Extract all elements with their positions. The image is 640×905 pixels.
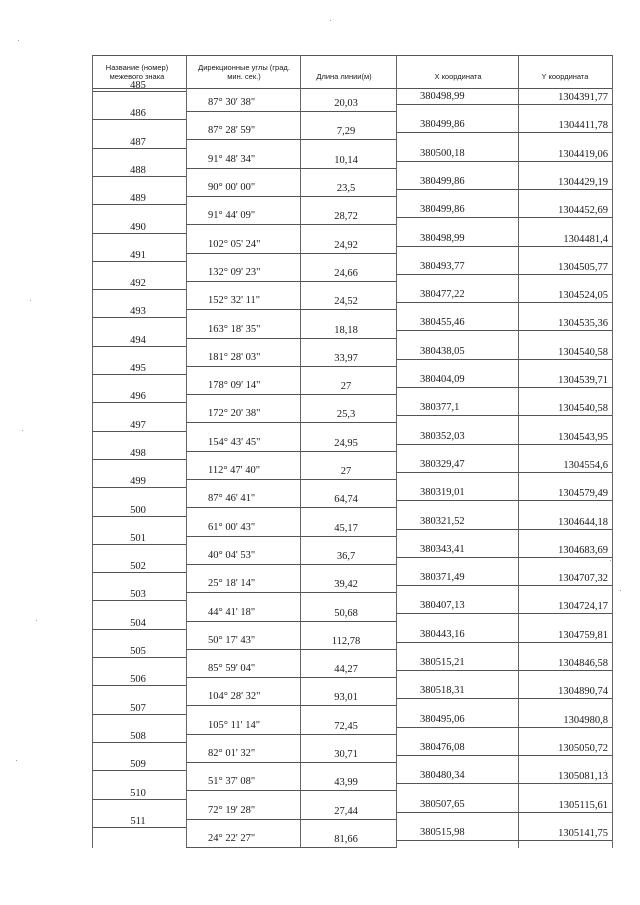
line-length: 23,5: [336, 183, 356, 195]
direction-angle: 50° 17' 43": [208, 634, 256, 646]
line-length: 27: [340, 381, 352, 393]
header-x: X координата: [434, 71, 482, 81]
coordinate-rule: [396, 246, 612, 247]
segment-rule: [186, 819, 396, 820]
line-length: 44,27: [334, 664, 358, 676]
point-rule: [92, 487, 186, 488]
point-rule: [92, 148, 186, 149]
header-length: Длина линии(м): [316, 71, 372, 81]
x-coordinate: 380371,49: [420, 572, 465, 584]
x-coordinate: 380438,05: [420, 345, 465, 357]
point-rule: [92, 629, 186, 630]
point-name: 497: [130, 419, 146, 431]
coordinate-rule: [396, 415, 612, 416]
y-coordinate: 1304890,74: [558, 686, 608, 698]
coordinate-rule: [396, 755, 612, 756]
segment-rule: [186, 224, 396, 225]
scan-speck: [36, 620, 37, 621]
line-length: 7,29: [336, 126, 356, 138]
x-coordinate: 380377,1: [420, 402, 460, 414]
point-name: 507: [130, 702, 146, 714]
line-length: 20,03: [334, 98, 358, 110]
direction-angle: 105° 11' 14": [208, 719, 260, 731]
scan-speck: [620, 590, 621, 591]
direction-angle: 82° 01' 32": [208, 748, 256, 760]
x-coordinate: 380321,52: [420, 515, 465, 527]
column-separator: [92, 55, 93, 848]
segment-rule: [186, 309, 396, 310]
point-name: 485: [130, 80, 146, 91]
segment-rule: [186, 621, 396, 622]
scan-speck: [330, 20, 331, 21]
point-name: 499: [130, 476, 146, 488]
point-name: 489: [130, 193, 146, 205]
direction-angle: 40° 04' 53": [208, 549, 256, 561]
y-coordinate: 1304481,4: [563, 233, 608, 245]
header-top-rule: [92, 55, 612, 56]
line-length: 39,42: [334, 579, 358, 591]
coordinate-rule: [396, 132, 612, 133]
direction-angle: 163° 18' 35": [208, 323, 261, 335]
coordinate-rule: [396, 698, 612, 699]
point-rule: [92, 516, 186, 517]
x-coordinate: 380515,21: [420, 657, 465, 668]
segment-rule: [186, 734, 396, 735]
x-coordinate: 380493,77: [420, 260, 465, 272]
point-name: 495: [130, 363, 146, 374]
segment-rule: [186, 394, 396, 395]
header-angle: Дирекционные углы (град. мин. сек.): [198, 63, 290, 81]
coordinate-rule: [396, 557, 612, 558]
point-name: 509: [130, 759, 146, 771]
segment-rule: [186, 592, 396, 593]
x-coordinate: 380404,09: [420, 374, 465, 385]
x-coordinate: 380499,86: [420, 204, 465, 216]
line-length: 43,99: [334, 777, 358, 789]
line-length: 81,66: [334, 833, 358, 845]
direction-angle: 90° 00' 00": [208, 182, 256, 194]
x-coordinate: 380498,99: [420, 232, 465, 244]
scan-speck: [610, 560, 611, 561]
direction-angle: 178° 09' 14": [208, 380, 261, 392]
segment-rule: [186, 451, 396, 452]
line-length: 36,7: [336, 550, 356, 562]
point-rule: [92, 402, 186, 403]
segment-rule: [186, 762, 396, 763]
coordinate-rule: [396, 812, 612, 813]
line-length: 30,71: [334, 749, 358, 761]
y-coordinate: 1304554,6: [563, 459, 608, 471]
header-y: Y координата: [541, 71, 589, 81]
coordinate-rule: [396, 189, 612, 190]
point-name: 496: [130, 391, 146, 403]
y-coordinate: 1304980,8: [563, 714, 608, 726]
point-rule: [92, 91, 186, 92]
point-rule: [92, 374, 186, 375]
point-name: 493: [130, 306, 146, 318]
x-coordinate: 380498,99: [420, 91, 465, 102]
x-coordinate: 380507,65: [420, 798, 465, 810]
line-length: 50,68: [334, 607, 358, 619]
y-coordinate: 1304540,58: [558, 346, 608, 358]
coordinate-rule: [396, 330, 612, 331]
coordinate-rule: [396, 359, 612, 360]
segment-rule: [186, 253, 396, 254]
coordinate-rule: [396, 500, 612, 501]
point-rule: [92, 657, 186, 658]
point-name: 511: [130, 815, 146, 827]
point-rule: [92, 685, 186, 686]
point-name: 498: [130, 447, 146, 459]
direction-angle: 152° 32' 11": [208, 295, 260, 307]
y-coordinate: 1304429,19: [558, 176, 608, 188]
point-rule: [92, 742, 186, 743]
y-coordinate: 1304391,77: [558, 92, 608, 103]
segment-rule: [186, 790, 396, 791]
y-coordinate: 1304540,58: [558, 403, 608, 415]
segment-rule: [186, 139, 396, 140]
line-length: 24,52: [334, 296, 358, 308]
line-length: 28,72: [334, 211, 358, 223]
segment-rule: [186, 281, 396, 282]
segment-rule: [186, 422, 396, 423]
point-name: 510: [130, 787, 146, 799]
line-length: 27: [340, 466, 352, 478]
direction-angle: 154° 43' 45": [208, 436, 261, 448]
segment-rule: [186, 168, 396, 169]
direction-angle: 91° 44' 09": [208, 210, 256, 222]
coordinate-rule: [396, 642, 612, 643]
segment-rule: [186, 677, 396, 678]
line-length: 93,01: [334, 692, 358, 704]
x-coordinate: 380477,22: [420, 289, 465, 301]
segment-rule: [186, 649, 396, 650]
coordinate-rule: [396, 104, 612, 105]
direction-angle: 61° 00' 43": [208, 521, 256, 533]
y-coordinate: 1304419,06: [558, 148, 608, 160]
segment-rule: [186, 338, 396, 339]
column-separator: [612, 55, 613, 848]
segment-rule: [186, 536, 396, 537]
point-rule: [92, 827, 186, 828]
direction-angle: 102° 05' 24": [208, 238, 261, 250]
y-coordinate: 1304683,69: [558, 544, 608, 556]
line-length: 64,74: [334, 494, 358, 506]
point-rule: [92, 431, 186, 432]
coordinate-rule: [396, 727, 612, 728]
x-coordinate: 380319,01: [420, 487, 465, 499]
x-coordinate: 380495,06: [420, 713, 465, 725]
line-length: 72,45: [334, 720, 358, 732]
scan-speck: [16, 760, 17, 761]
y-coordinate: 1304579,49: [558, 488, 608, 500]
x-coordinate: 380343,41: [420, 543, 465, 555]
column-separator: [518, 55, 519, 848]
x-coordinate: 380499,86: [420, 119, 465, 131]
y-coordinate: 1304707,32: [558, 573, 608, 585]
line-length: 45,17: [334, 522, 358, 534]
point-rule: [92, 346, 186, 347]
header-name: Название (номер) межевого знака: [105, 63, 169, 81]
header-bottom-rule: [92, 88, 612, 89]
line-length: 25,3: [336, 409, 356, 421]
line-length: 112,78: [331, 635, 361, 647]
line-length: 33,97: [334, 352, 358, 364]
direction-angle: 85° 59' 04": [208, 663, 256, 675]
x-coordinate: 380515,98: [420, 826, 465, 838]
coordinate-rule: [396, 585, 612, 586]
y-coordinate: 1304411,78: [558, 120, 608, 132]
point-name: 490: [130, 221, 146, 233]
line-length: 24,92: [334, 239, 358, 251]
point-name: 500: [130, 504, 146, 516]
point-rule: [92, 544, 186, 545]
segment-rule: [186, 507, 396, 508]
point-rule: [92, 176, 186, 177]
segment-rule: [186, 564, 396, 565]
point-name: 504: [130, 617, 146, 629]
line-length: 10,14: [334, 154, 358, 166]
direction-angle: 112° 47' 40": [208, 465, 260, 477]
line-length: 18,18: [334, 324, 358, 336]
coordinate-rule: [396, 274, 612, 275]
segment-rule: [186, 111, 396, 112]
segment-rule: [186, 196, 396, 197]
line-length: 24,66: [334, 267, 358, 279]
point-rule: [92, 317, 186, 318]
point-name: 503: [130, 589, 146, 601]
segment-rule: [186, 366, 396, 367]
point-name: 487: [130, 136, 146, 148]
point-rule: [92, 459, 186, 460]
y-coordinate: 1304535,36: [558, 318, 608, 330]
y-coordinate: 1304543,95: [558, 431, 608, 443]
scan-speck: [18, 40, 19, 41]
point-name: 492: [130, 278, 146, 290]
direction-angle: 181° 28' 03": [208, 351, 261, 363]
y-coordinate: 1304759,81: [558, 629, 608, 641]
point-name: 486: [130, 108, 146, 120]
coordinate-rule: [396, 840, 612, 841]
coordinate-rule: [396, 302, 612, 303]
point-rule: [92, 233, 186, 234]
direction-angle: 91° 48' 34": [208, 153, 256, 165]
point-rule: [92, 600, 186, 601]
coordinate-rule: [396, 613, 612, 614]
coordinate-rule: [396, 217, 612, 218]
x-coordinate: 380480,34: [420, 770, 465, 782]
coordinate-rule: [396, 161, 612, 162]
x-coordinate: 380476,08: [420, 741, 465, 753]
point-name: 491: [130, 249, 146, 261]
direction-angle: 104° 28' 32": [208, 691, 261, 703]
x-coordinate: 380352,03: [420, 430, 465, 442]
direction-angle: 24° 22' 27": [208, 832, 256, 844]
coordinate-rule: [396, 670, 612, 671]
coordinate-rule: [396, 472, 612, 473]
y-coordinate: 1305115,61: [558, 799, 608, 811]
y-coordinate: 1304505,77: [558, 261, 608, 273]
point-name: 505: [130, 646, 146, 657]
scan-speck: [30, 300, 31, 301]
coordinate-rule: [396, 783, 612, 784]
x-coordinate: 380443,16: [420, 628, 465, 640]
point-rule: [92, 799, 186, 800]
point-rule: [92, 119, 186, 120]
segment-rule: [186, 705, 396, 706]
y-coordinate: 1304524,05: [558, 290, 608, 302]
point-name: 508: [130, 730, 146, 742]
x-coordinate: 380518,31: [420, 685, 465, 697]
segment-rule: [186, 847, 396, 848]
point-rule: [92, 289, 186, 290]
point-name: 502: [130, 561, 146, 573]
x-coordinate: 380499,86: [420, 175, 465, 187]
coordinate-rule: [396, 529, 612, 530]
direction-angle: 72° 19' 28": [208, 804, 256, 816]
column-separator: [396, 55, 397, 848]
direction-angle: 25° 18' 14": [208, 578, 256, 590]
point-rule: [92, 714, 186, 715]
coordinate-rule: [396, 387, 612, 388]
segment-rule: [186, 479, 396, 480]
y-coordinate: 1304644,18: [558, 516, 608, 528]
point-rule: [92, 204, 186, 205]
point-rule: [92, 261, 186, 262]
x-coordinate: 380329,47: [420, 458, 465, 470]
direction-angle: 172° 20' 38": [208, 408, 261, 420]
y-coordinate: 1304452,69: [558, 205, 608, 217]
x-coordinate: 380455,46: [420, 317, 465, 329]
direction-angle: 87° 28' 59": [208, 125, 256, 137]
direction-angle: 87° 46' 41": [208, 493, 256, 505]
y-coordinate: 1305081,13: [558, 771, 608, 783]
line-length: 27,44: [334, 805, 358, 817]
point-name: 501: [130, 532, 146, 544]
y-coordinate: 1304846,58: [558, 658, 608, 669]
direction-angle: 44° 41' 18": [208, 606, 256, 618]
y-coordinate: 1304539,71: [558, 375, 608, 386]
point-name: 506: [130, 674, 146, 686]
point-rule: [92, 572, 186, 573]
y-coordinate: 1305050,72: [558, 742, 608, 754]
line-length: 24,95: [334, 437, 358, 449]
y-coordinate: 1304724,17: [558, 601, 608, 613]
x-coordinate: 380407,13: [420, 600, 465, 612]
direction-angle: 51° 37' 08": [208, 776, 256, 788]
x-coordinate: 380500,18: [420, 147, 465, 159]
direction-angle: 87° 30' 38": [208, 97, 256, 109]
point-name: 494: [130, 334, 146, 346]
scan-speck: [22, 430, 23, 431]
point-name: 488: [130, 164, 146, 176]
direction-angle: 132° 09' 23": [208, 266, 261, 278]
point-rule: [92, 770, 186, 771]
y-coordinate: 1305141,75: [558, 827, 608, 839]
coordinate-rule: [396, 444, 612, 445]
